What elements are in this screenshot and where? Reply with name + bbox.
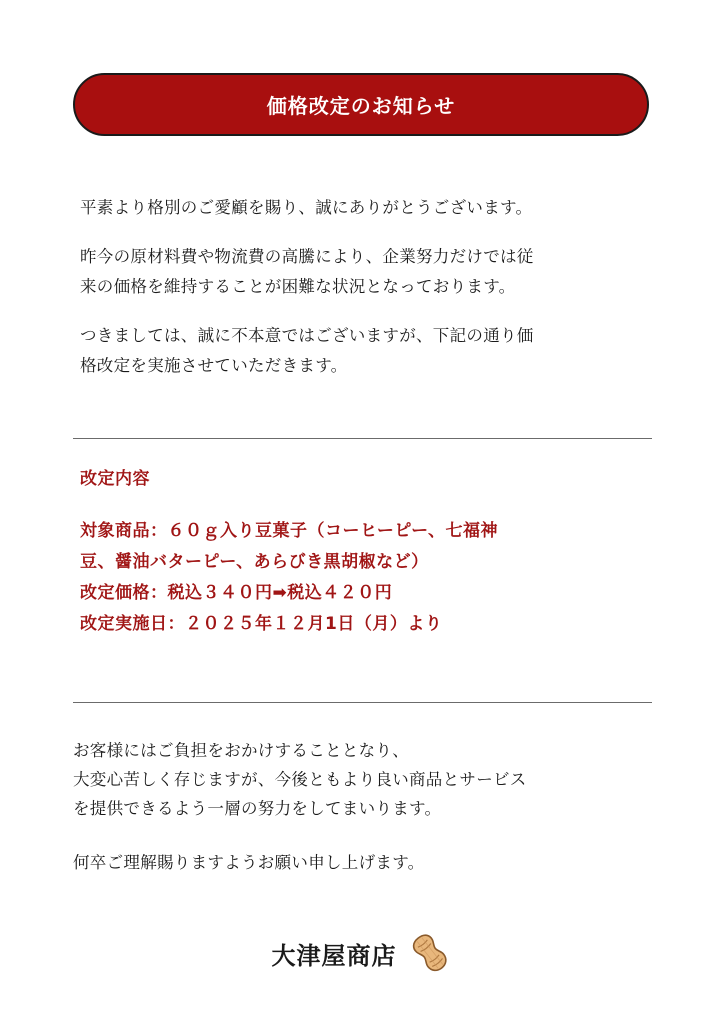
intro-paragraph-2 (80, 242, 650, 302)
divider-top (73, 438, 652, 439)
closing-text (73, 736, 653, 902)
closing-line-1: お客様にはご負担をおかけすることとなり、 (73, 741, 409, 760)
closing-line-3: を提供できるよう一層の努力をしてまいります。 (73, 799, 442, 818)
intro-paragraph-1: 平素より格別のご愛顧を賜り、誠にありがとうございます。 (80, 198, 533, 217)
intro-paragraph-2-line-1: 昨今の原材料費や物流費の高騰により、企業努力だけでは従 (80, 247, 534, 266)
change-heading: 改定内容 (80, 469, 150, 489)
brand-footer (0, 930, 724, 976)
closing-line-4: 何卒ご理解賜りますようお願い申し上げます。 (73, 853, 425, 872)
intro-paragraph-3-line-2: 格改定を実施させていただきます。 (80, 356, 348, 375)
intro-text (80, 193, 650, 400)
intro-paragraph-3 (80, 321, 650, 381)
page-title-text: 価格改定のお知らせ (266, 94, 456, 118)
target-products-line-2: 豆、醤油バターピー、あらびき黒胡椒など） (80, 552, 429, 572)
intro-paragraph-3-line-1: つきましては、誠に不本意ではございますが、下記の通り価 (80, 326, 534, 345)
closing-paragraph-1 (73, 736, 653, 823)
intro-paragraph-2-line-2: 来の価格を維持することが困難な状況となっております。 (80, 277, 516, 296)
change-details (80, 464, 655, 640)
closing-paragraph-2 (73, 848, 653, 877)
peanut-icon (407, 930, 453, 976)
effective-date: 改定実施日：２０２５年１２月1日（月）より (80, 614, 443, 634)
brand-name: 大津屋商店 (271, 940, 397, 970)
divider-bottom (73, 702, 652, 703)
revised-price: 改定価格：税込３４０円➡税込４２０円 (80, 583, 393, 603)
closing-line-2: 大変心苦しく存じますが、今後ともより良い商品とサービス (73, 770, 527, 789)
page-title (73, 73, 649, 136)
target-products-line-1: 対象商品：６０ｇ入り豆菓子（コーヒーピー、七福神 (80, 521, 498, 541)
